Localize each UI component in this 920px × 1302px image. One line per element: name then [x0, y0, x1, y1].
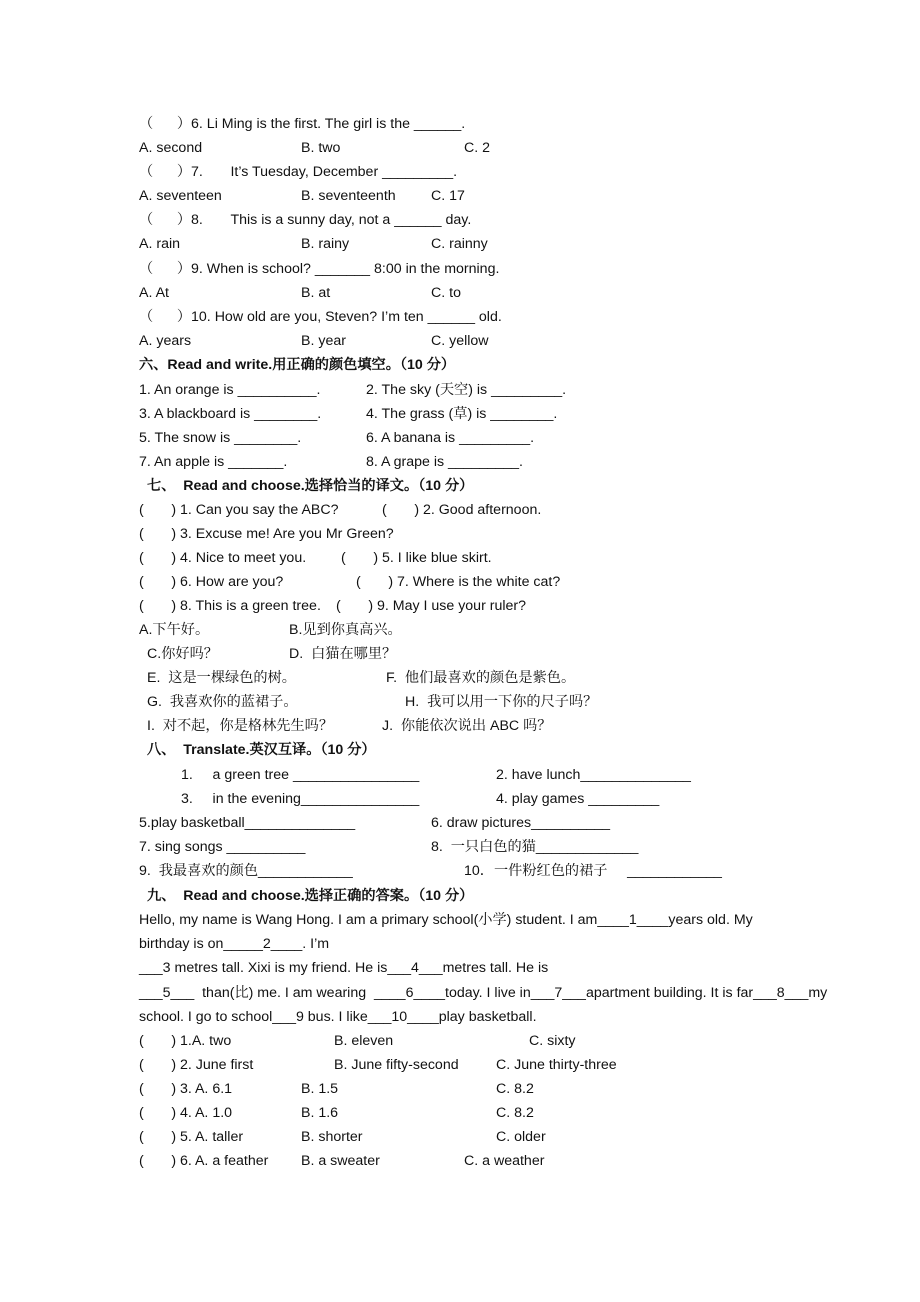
option-c: C. to — [431, 285, 461, 301]
section-7-row-3: ( ) 4. Nice to meet you. ( ) 5. I like blue skirt. — [139, 550, 492, 566]
worksheet-page: （ ）6. Li Ming is the first. The girl is the ______. A. second B. two C. 2 （ ）7. It’s Tuesday, December _________. A. seventeen B. seventeenth C. 17 （ ）8. This is a sunny day, not a ______ day. A. rain B. rainy C. rainny （ ）9. When is school? _______ 8:00 in the morning. A. At B. at C. to （ ）10. How old are you, Steven? I’m ten ______ old. A. years B. year C. yellow 六、Read and write.用正确的颜色填空。（10 分） 1. An orange is __________. 2. The sky (天空) is _________. 3. A blackboard is ________. 4. The grass (草) is ________. 5. The snow is ________. 6. A banana is _________. 7. An apple is _______. 8. A grape is _________. 七、 Read and choose.选择恰当的译文。（10 分） ( ) 1. Can you say the ABC? ( ) 2. Good afternoon. ( ) 3. Excuse me! Are you Mr Green? ( ) 4. Nice to meet you. ( ) 5. I like blue skirt. ( ) 6. How are you? ( ) 7. Where is the white cat? ( ) 8. This is a green tree. ( ) 9. May I use your ruler? A.下午好。 B.见到你真高兴。 C.你好吗？ D. 白猫在哪里？ E. 这是一棵绿色的树。 F. 他们最喜欢的颜色是紫色。 G. 我喜欢你的蓝裙子。 H. 我可以用一下你的尺子吗？ I. 对不起，你是格林先生吗？ J. 你能依次说出 ABC 吗？ 八、 Translate.英汉互译。（10 分） 1. a green tree ________________ 2. have lunch______________ 3. in the evening_______________ 4. play games _________ 5.play basketball______________ 6. draw pictures__________ 7. sing songs __________ 8. 一只白色的猫_____________ 9. 我最喜欢的颜色____________ 10．一件粉红色的裙子 ____________ 九、 Read and choose.选择正确的答案。（10 分） Hello, my name is Wang Hong. I am a primary school(小学) student. I am____1____years old. My birthday is on_____2____. I’m ___3 metres tall. Xixi is my friend. He is___4___metres tall. He is ___5___ than(比) me. I am wearing ____6____today. I live in___7___apartment building. It is far___8___my school. I go to school___9 bus. I like___10____play basketball. ( ) 1.A. two B. eleven C. sixty ( ) 2. June first B. June fifty-second C. June thirty-three ( ) 3. A. 6.1 B. 1.5 C. 8.2 ( ) 4. A. 1.0 B. 1.6 C. 8.2 ( ) 5. A. taller B. shorter C. older ( ) 6. A. a feather B. a sweater C. a weather — [0, 0, 920, 1302]
section-7-options-3: E. 这是一棵绿色的树。 F. 他们最喜欢的颜色是紫色。 — [147, 670, 576, 686]
reading-question-2: ( ) 2. June first B. June fifty-second C. June thirty-three — [139, 1057, 617, 1073]
option-c: C. rainny — [431, 236, 488, 252]
reading-question-5: ( ) 5. A. taller B. shorter C. older — [139, 1129, 546, 1145]
question-6-options — [139, 136, 491, 160]
section-8-row-3: 5.play basketball______________ 6. draw pictures__________ — [139, 815, 611, 831]
section-6-row-4: 7. An apple is _______. 8. A grape is _________. — [139, 454, 523, 470]
option-c: C. yellow — [431, 333, 489, 349]
reading-question-3: ( ) 3. A. 6.1 B. 1.5 C. 8.2 — [139, 1081, 534, 1097]
section-6-row-2: 3. A blackboard is ________. 4. The grass (草) is ________. — [139, 406, 558, 422]
reading-question-1: ( ) 1.A. two B. eleven C. sixty — [139, 1033, 576, 1049]
option-b: B. seventeenth — [301, 188, 396, 204]
section-8-row-2: 3. in the evening_______________ 4. play games _________ — [181, 791, 660, 807]
option-b: B. rainy — [301, 236, 350, 252]
option-c: C. 2 — [464, 140, 491, 156]
question-8-options — [139, 232, 488, 256]
section-8-row-5: 9. 我最喜欢的颜色____________ 10．一件粉红色的裙子 ____________ — [139, 863, 722, 879]
section-6-row-1: 1. An orange is __________. 2. The sky (天空) is _________. — [139, 382, 567, 398]
option-b: B. year — [301, 333, 346, 349]
question-7-options — [139, 184, 465, 208]
option-b: B. two — [301, 140, 341, 156]
option-a: A. years — [139, 333, 192, 349]
section-7-row-2: ( ) 3. Excuse me! Are you Mr Green? — [139, 526, 394, 542]
option-a: A. seventeen — [139, 188, 222, 204]
option-b: B. at — [301, 285, 331, 301]
section-7-row-1: ( ) 1. Can you say the ABC? ( ) 2. Good afternoon. — [139, 502, 542, 518]
section-7-row-5: ( ) 8. This is a green tree. ( ) 9. May I use your ruler? — [139, 598, 527, 614]
option-c: C. 17 — [431, 188, 465, 204]
section-8-row-1: 1. a green tree ________________ 2. have lunch______________ — [181, 767, 691, 783]
option-a: A. At — [139, 285, 169, 301]
option-a: A. second — [139, 140, 203, 156]
reading-question-6: ( ) 6. A. a feather B. a sweater C. a weather — [139, 1153, 545, 1169]
section-6-row-3: 5. The snow is ________. 6. A banana is _________. — [139, 430, 535, 446]
reading-question-4: ( ) 4. A. 1.0 B. 1.6 C. 8.2 — [139, 1105, 534, 1121]
section-7-options-1: A.下午好。 B.见到你真高兴。 — [139, 622, 402, 638]
section-7-options-4: G. 我喜欢你的蓝裙子。 H. 我可以用一下你的尺子吗？ — [147, 694, 598, 710]
question-10-options — [139, 329, 489, 353]
section-7-row-4: ( ) 6. How are you? ( ) 7. Where is the white cat? — [139, 574, 561, 590]
question-9-options — [139, 281, 461, 305]
section-7-options-2: C.你好吗？ D. 白猫在哪里？ — [147, 646, 397, 662]
section-8-row-4: 7. sing songs __________ 8. 一只白色的猫_____________ — [139, 839, 639, 855]
section-7-options-5: I. 对不起，你是格林先生吗？ J. 你能依次说出 ABC 吗？ — [147, 718, 552, 734]
option-a: A. rain — [139, 236, 181, 252]
